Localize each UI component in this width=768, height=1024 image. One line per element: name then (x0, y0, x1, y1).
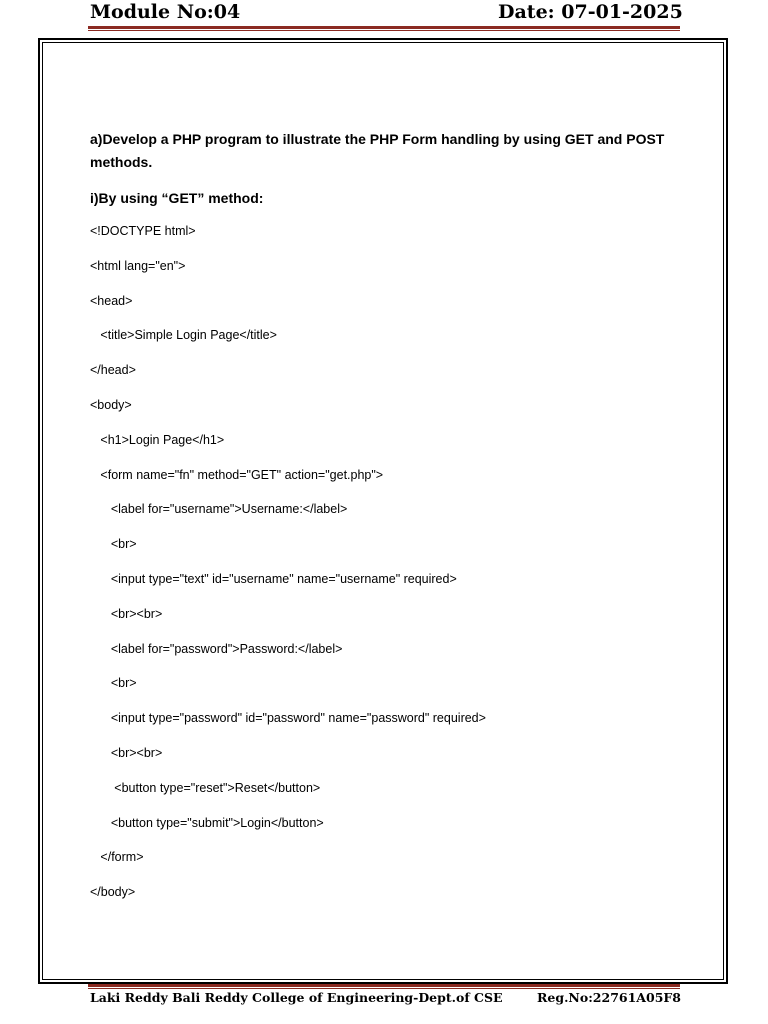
code-line: <head> (90, 293, 133, 308)
code-line: </head> (90, 363, 136, 378)
college-name: Laki Reddy Bali Reddy College of Engineering-Dept.of CSE (90, 990, 503, 1005)
code-line: <title>Simple Login Page</title> (90, 328, 277, 343)
code-listing (90, 222, 670, 918)
code-line: <form name="fn" method="GET" action="get.php"> (90, 467, 384, 482)
date-label: Date: 07-01-2025 (498, 1, 683, 23)
page-header (0, 0, 768, 34)
code-line: <br> (90, 676, 137, 691)
code-line: <label for="username">Username:</label> (90, 502, 348, 517)
code-line: <h1>Login Page</h1> (90, 432, 225, 447)
method-subheading: i)By using “GET” method: (90, 190, 264, 206)
footer-rule (88, 984, 680, 987)
code-line: </body> (90, 885, 136, 900)
code-line: <!DOCTYPE html> (90, 224, 196, 238)
header-rule (88, 26, 680, 29)
footer-rule-thin (88, 988, 680, 989)
question-heading: a)Develop a PHP program to illustrate the PHP Form handling by using GET and POST methods. (90, 131, 665, 170)
code-line: <button type="submit">Login</button> (90, 815, 324, 830)
header-rule-thin (88, 30, 680, 31)
code-line: <br><br> (90, 745, 163, 760)
document-body (90, 128, 670, 918)
code-line: <input type="text" id="username" name="username" required> (90, 571, 457, 586)
code-line: </form> (90, 850, 144, 865)
code-line: <html lang="en"> (90, 258, 186, 273)
code-line: <input type="password" id="password" name="password" required> (90, 711, 486, 726)
code-line: <br><br> (90, 606, 163, 621)
code-line: <body> (90, 397, 132, 412)
code-line: <button type="reset">Reset</button> (90, 780, 321, 795)
registration-number: Reg.No:22761A05F8 (537, 990, 681, 1005)
code-line: <label for="password">Password:</label> (90, 641, 343, 656)
code-line: <br> (90, 537, 137, 552)
module-number: Module No:04 (90, 1, 241, 23)
